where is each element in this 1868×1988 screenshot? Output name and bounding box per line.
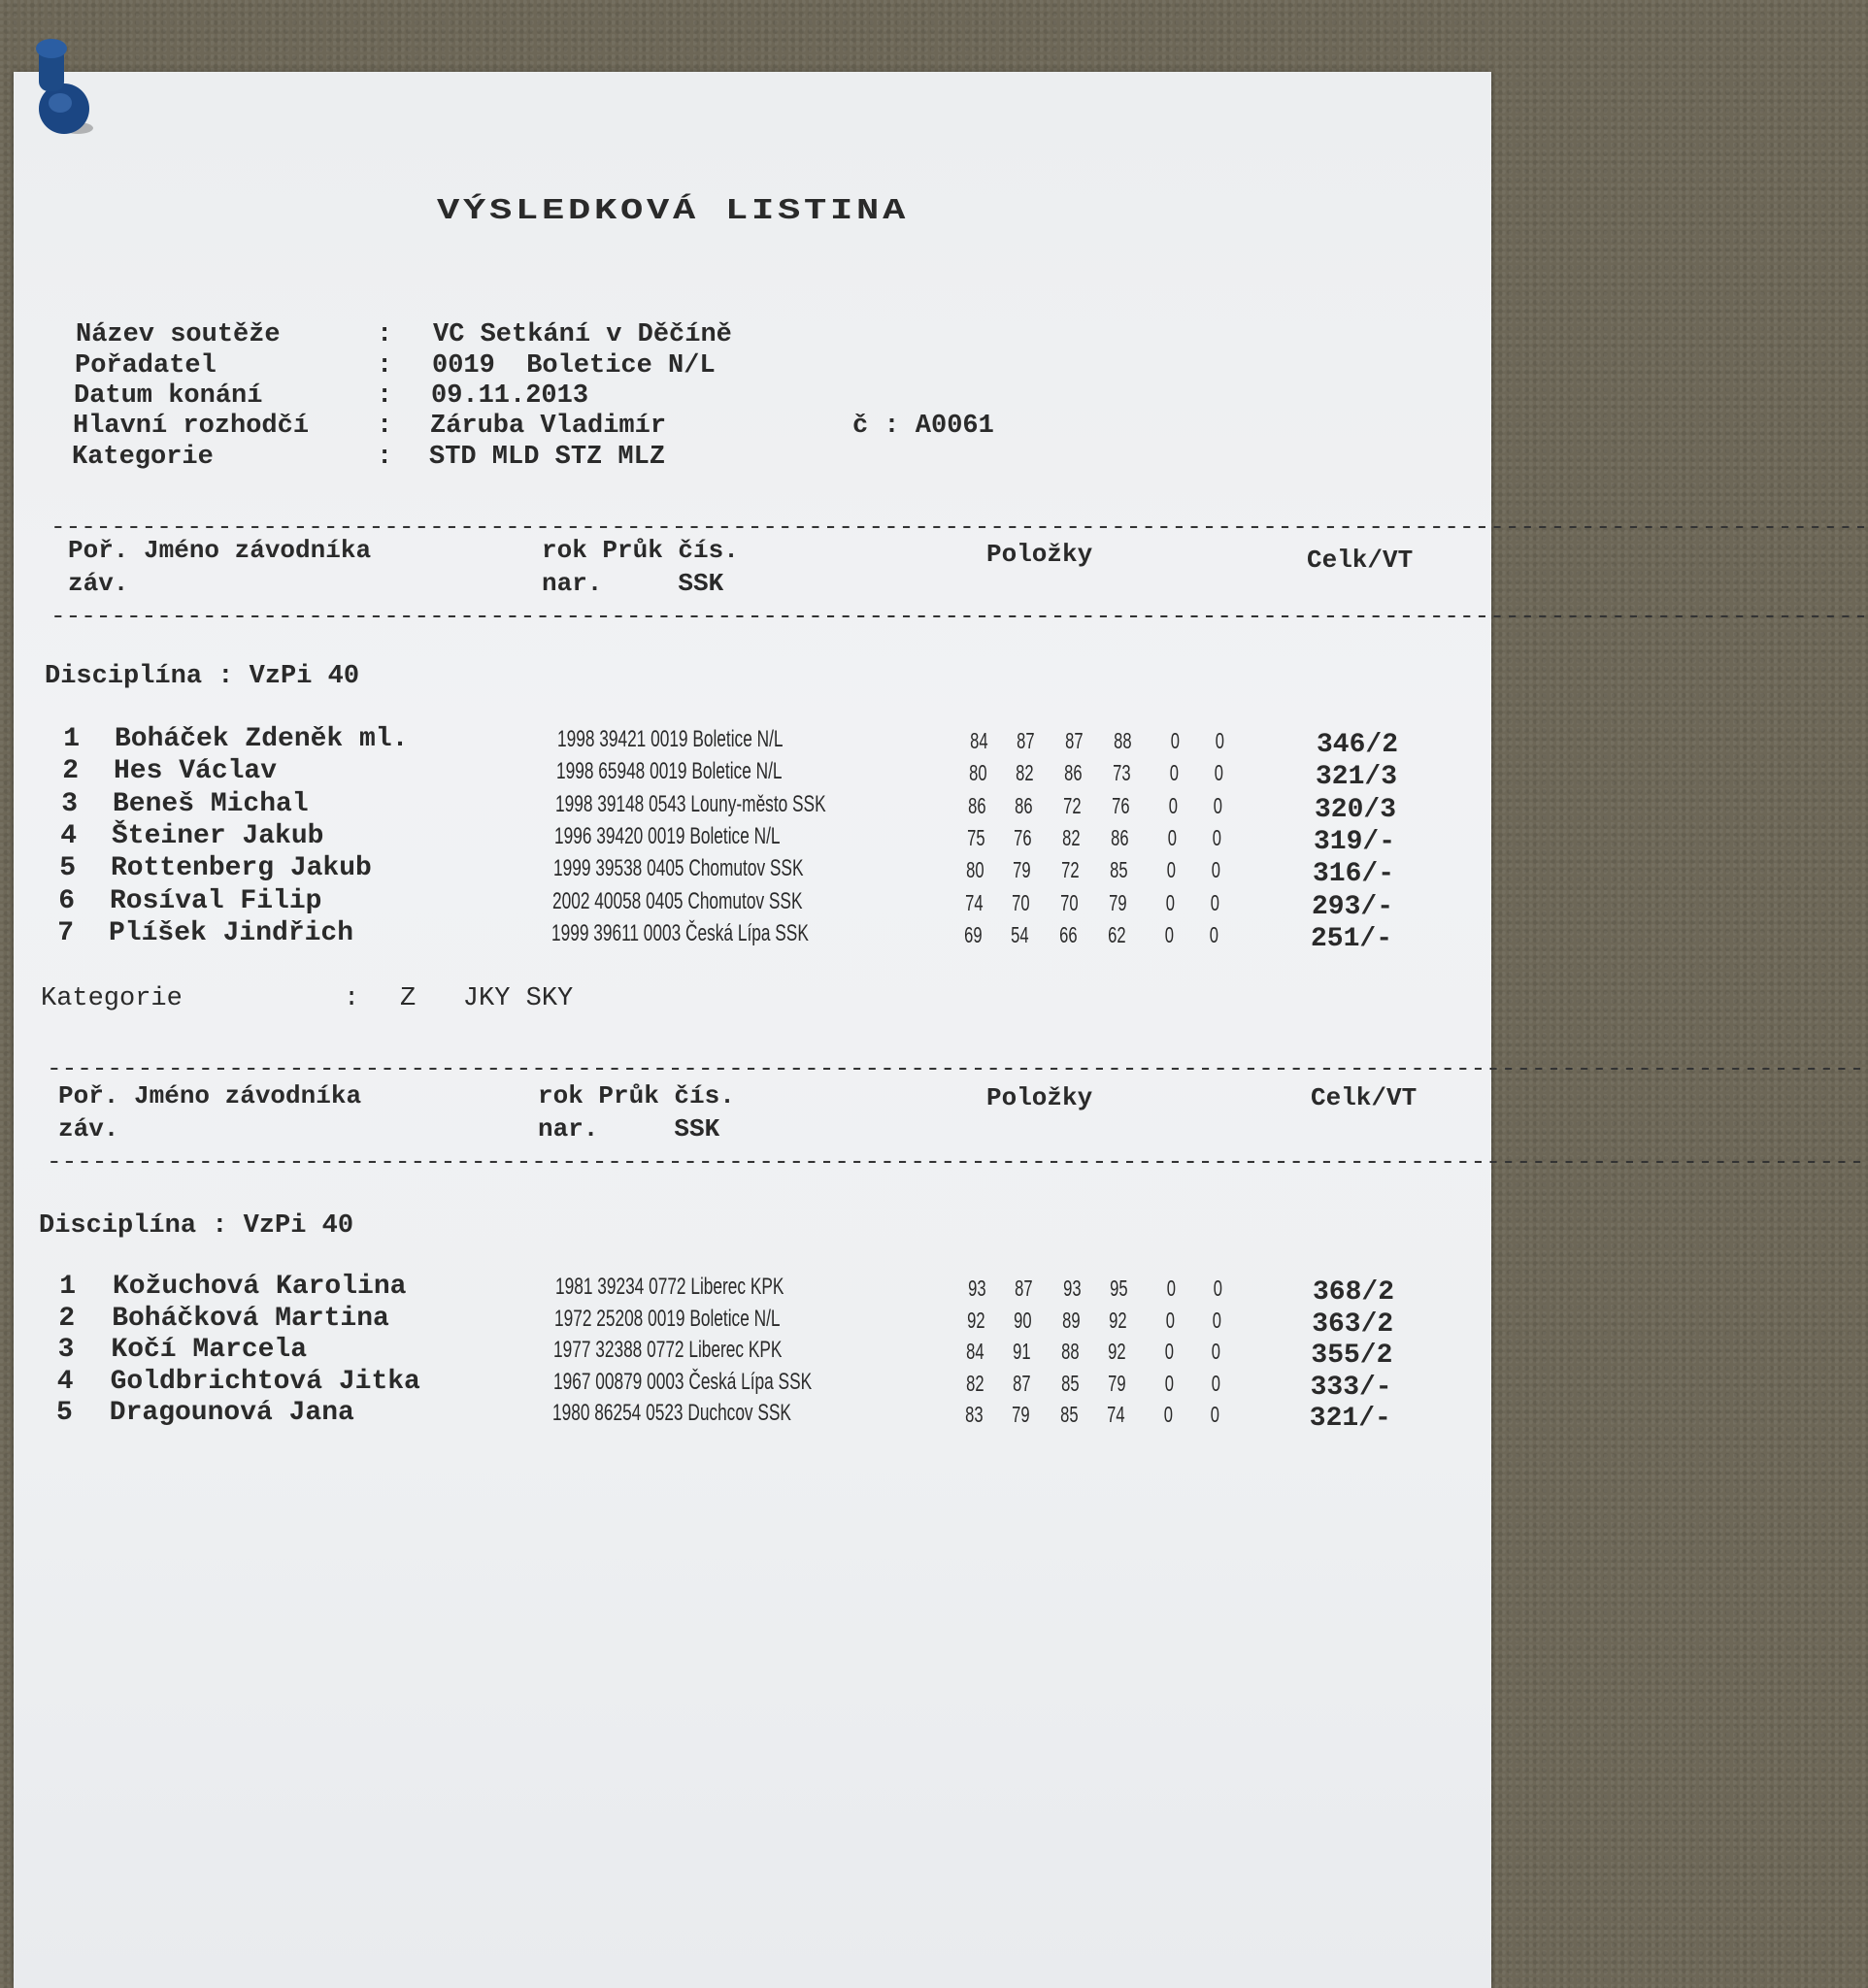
series-score: 0: [1164, 1370, 1174, 1396]
series-score: 0: [1165, 1339, 1175, 1364]
info-value: 0019 Boletice N/L: [432, 351, 716, 381]
result-rank: 3: [57, 1335, 75, 1365]
results-sheet: [14, 72, 1491, 1988]
series-score: 79: [1107, 1370, 1126, 1396]
competitor-name: Plíšek Jindřich: [109, 917, 354, 948]
header2-col-rank-name-2: záv.: [58, 1114, 119, 1143]
header-rule-top: ------------------------------------------------------------------------------------------------------------------------: [50, 513, 1868, 542]
series-score: 88: [1061, 1339, 1081, 1364]
header2-col-items: Položky: [986, 1083, 1093, 1112]
total-score: 363/2: [1312, 1309, 1394, 1340]
total-score: 316/-: [1313, 859, 1395, 890]
series-score: 74: [965, 889, 984, 915]
competitor-info: 1981 39234 0772 Liberec KPK: [555, 1274, 784, 1300]
info-label: Datum konání: [74, 381, 263, 411]
series-score: 54: [1011, 921, 1029, 947]
series-score: 93: [968, 1276, 986, 1301]
series-score: 79: [1013, 857, 1031, 883]
series-score: 74: [1106, 1402, 1125, 1427]
pushpin-icon: [17, 33, 95, 140]
series-score: 91: [1013, 1339, 1032, 1364]
series-score: 66: [1059, 921, 1078, 947]
category2-value: Z JKY SKY: [400, 984, 574, 1013]
competitor-name: Rosíval Filip: [110, 885, 322, 916]
series-score: 85: [1060, 1370, 1080, 1396]
competitor-info: 1999 39611 0003 Česká Lípa SSK: [551, 919, 809, 946]
competitor-name: Hes Václav: [114, 756, 278, 787]
series-score: 92: [1109, 1307, 1127, 1333]
total-score: 319/-: [1314, 826, 1396, 857]
competitor-info: 1996 39420 0019 Boletice N/L: [554, 822, 781, 849]
competitor-name: Beneš Michal: [113, 788, 309, 819]
competitor-info: 1998 39421 0019 Boletice N/L: [557, 726, 784, 752]
competitor-name: Kožuchová Karolina: [113, 1272, 407, 1302]
series-score: 89: [1062, 1307, 1081, 1333]
header-col-items: Položky: [986, 540, 1093, 569]
result-rank: 2: [62, 756, 79, 787]
header2-rule-top: ------------------------------------------------------------------------------------------------------------------------: [47, 1054, 1865, 1083]
series-score: 0: [1213, 1276, 1223, 1301]
series-score: 0: [1211, 1370, 1220, 1396]
series-score: 0: [1213, 792, 1223, 818]
series-score: 95: [1110, 1276, 1128, 1301]
series-score: 90: [1014, 1307, 1032, 1333]
competitor-info: 1967 00879 0003 Česká Lípa SSK: [552, 1368, 812, 1395]
series-score: 0: [1166, 1276, 1177, 1301]
result-rank: 5: [55, 1398, 73, 1428]
series-score: 79: [1109, 889, 1127, 915]
series-score: 0: [1210, 1402, 1219, 1427]
result-rank: 2: [58, 1303, 76, 1334]
header2-col-year-license-2: nar. SSK: [538, 1114, 720, 1143]
info-value: Záruba Vladimír: [430, 412, 667, 441]
competitor-name: Boháček Zdeněk ml.: [115, 724, 409, 754]
series-score: 0: [1215, 728, 1225, 753]
total-score: 368/2: [1313, 1277, 1395, 1308]
discipline-label: Disciplína : VzPi 40: [45, 662, 360, 691]
series-score: 87: [1012, 1370, 1031, 1396]
result-rank: 6: [58, 885, 75, 916]
result-rank: 3: [61, 788, 78, 819]
series-score: 69: [964, 921, 983, 947]
header-col-total: Celk/VT: [1307, 546, 1414, 575]
header2-col-total: Celk/VT: [1311, 1083, 1418, 1112]
category2-label: Kategorie: [41, 984, 183, 1013]
info-colon: :: [377, 412, 393, 441]
series-score: 80: [969, 760, 987, 786]
series-score: 93: [1063, 1276, 1082, 1301]
info-colon: :: [377, 351, 393, 381]
info-label: Kategorie: [72, 443, 214, 472]
series-score: 86: [968, 792, 986, 818]
series-score: 0: [1212, 1339, 1221, 1364]
series-score: 0: [1212, 824, 1222, 850]
info-value: 09.11.2013: [431, 381, 589, 411]
competitor-info: 1998 39148 0543 Louny-město SSK: [555, 790, 826, 817]
series-score: 87: [1065, 728, 1084, 753]
series-score: 0: [1166, 857, 1177, 883]
info-value: VC Setkání v Děčíně: [433, 320, 732, 349]
series-score: 0: [1211, 857, 1221, 883]
series-score: 84: [966, 1339, 985, 1364]
series-score: 86: [1015, 792, 1033, 818]
competitor-name: Goldbrichtová Jitka: [110, 1366, 420, 1397]
series-score: 80: [966, 857, 984, 883]
series-score: 70: [1012, 889, 1030, 915]
category2-colon: :: [344, 984, 360, 1013]
series-score: 0: [1164, 921, 1175, 947]
header-col-year-license: rok Průk čís.: [542, 536, 739, 565]
series-score: 79: [1011, 1402, 1030, 1427]
series-score: 0: [1163, 1402, 1173, 1427]
info-colon: :: [377, 381, 393, 411]
competitor-info: 1972 25208 0019 Boletice N/L: [554, 1305, 781, 1332]
info-label: Hlavní rozhodčí: [73, 412, 310, 441]
total-score: 321/3: [1316, 762, 1398, 793]
series-score: 0: [1165, 889, 1176, 915]
series-score: 0: [1167, 824, 1178, 850]
series-score: 0: [1170, 728, 1181, 753]
series-score: 86: [1064, 760, 1083, 786]
series-score: 0: [1209, 921, 1219, 947]
series-score: 0: [1210, 889, 1220, 915]
competitor-name: Dragounová Jana: [109, 1398, 354, 1428]
info-value: STD MLD STZ MLZ: [429, 443, 666, 472]
info-label: Název soutěže: [76, 320, 281, 349]
series-score: 76: [1112, 792, 1130, 818]
competitor-name: Boháčková Martina: [112, 1303, 389, 1334]
total-score: 333/-: [1310, 1372, 1392, 1403]
series-score: 0: [1165, 1307, 1176, 1333]
competitor-info: 1999 39538 0405 Chomutov SSK: [553, 855, 804, 882]
series-score: 83: [964, 1402, 984, 1427]
discipline-label-2: Disciplína : VzPi 40: [39, 1211, 354, 1241]
competitor-name: Kočí Marcela: [111, 1335, 308, 1365]
result-rank: 4: [56, 1366, 74, 1397]
total-score: 321/-: [1309, 1404, 1391, 1434]
header2-col-rank-name: Poř. Jméno závodníka: [58, 1081, 362, 1110]
competitor-info: 1998 65948 0019 Boletice N/L: [556, 758, 783, 785]
competitor-info: 1980 86254 0523 Duchcov SSK: [551, 1400, 791, 1426]
series-score: 82: [1016, 760, 1034, 786]
result-rank: 4: [60, 820, 77, 851]
header2-col-year-license: rok Průk čís.: [538, 1081, 735, 1110]
header-rule-bottom: ------------------------------------------------------------------------------------------------------------------------: [50, 602, 1868, 631]
info-colon: :: [377, 443, 393, 472]
series-score: 88: [1114, 728, 1132, 753]
series-score: 0: [1168, 792, 1179, 818]
total-score: 251/-: [1311, 923, 1393, 954]
info-label: Pořadatel: [75, 351, 217, 381]
series-score: 72: [1061, 857, 1080, 883]
series-score: 92: [1108, 1339, 1127, 1364]
competitor-name: Šteiner Jakub: [112, 820, 324, 851]
series-score: 85: [1059, 1402, 1079, 1427]
info-colon: :: [377, 320, 393, 349]
result-rank: 7: [57, 917, 74, 948]
series-score: 72: [1063, 792, 1082, 818]
series-score: 87: [1015, 1276, 1033, 1301]
competitor-info: 1977 32388 0772 Liberec KPK: [553, 1337, 783, 1363]
result-rank: 1: [59, 1272, 76, 1302]
header-col-rank-name: Poř. Jméno závodníka: [68, 536, 372, 565]
series-score: 82: [1062, 824, 1081, 850]
series-score: 73: [1113, 760, 1131, 786]
series-score: 82: [965, 1370, 984, 1396]
result-rank: 1: [63, 724, 80, 754]
header-col-rank-name-2: záv.: [68, 569, 129, 598]
total-score: 320/3: [1315, 794, 1397, 825]
total-score: 355/2: [1311, 1341, 1393, 1371]
referee-number: č : A0061: [852, 412, 994, 441]
series-score: 84: [970, 728, 988, 753]
header2-rule-bottom: ------------------------------------------------------------------------------------------------------------------------: [47, 1147, 1865, 1176]
competitor-info: 2002 40058 0405 Chomutov SSK: [552, 887, 803, 914]
series-score: 86: [1111, 824, 1129, 850]
series-score: 0: [1214, 760, 1224, 786]
series-score: 75: [967, 824, 985, 850]
series-score: 76: [1014, 824, 1032, 850]
series-score: 0: [1212, 1307, 1222, 1333]
total-score: 293/-: [1312, 891, 1394, 922]
header-col-year-license-2: nar. SSK: [542, 569, 724, 598]
series-score: 87: [1017, 728, 1035, 753]
series-score: 70: [1060, 889, 1079, 915]
result-rank: 5: [59, 853, 76, 884]
competitor-name: Rottenberg Jakub: [111, 853, 372, 884]
document-title: VÝSLEDKOVÁ LISTINA: [437, 194, 910, 228]
series-score: 85: [1110, 857, 1128, 883]
series-score: 62: [1108, 921, 1126, 947]
series-score: 0: [1169, 760, 1180, 786]
series-score: 92: [967, 1307, 985, 1333]
total-score: 346/2: [1317, 730, 1399, 760]
